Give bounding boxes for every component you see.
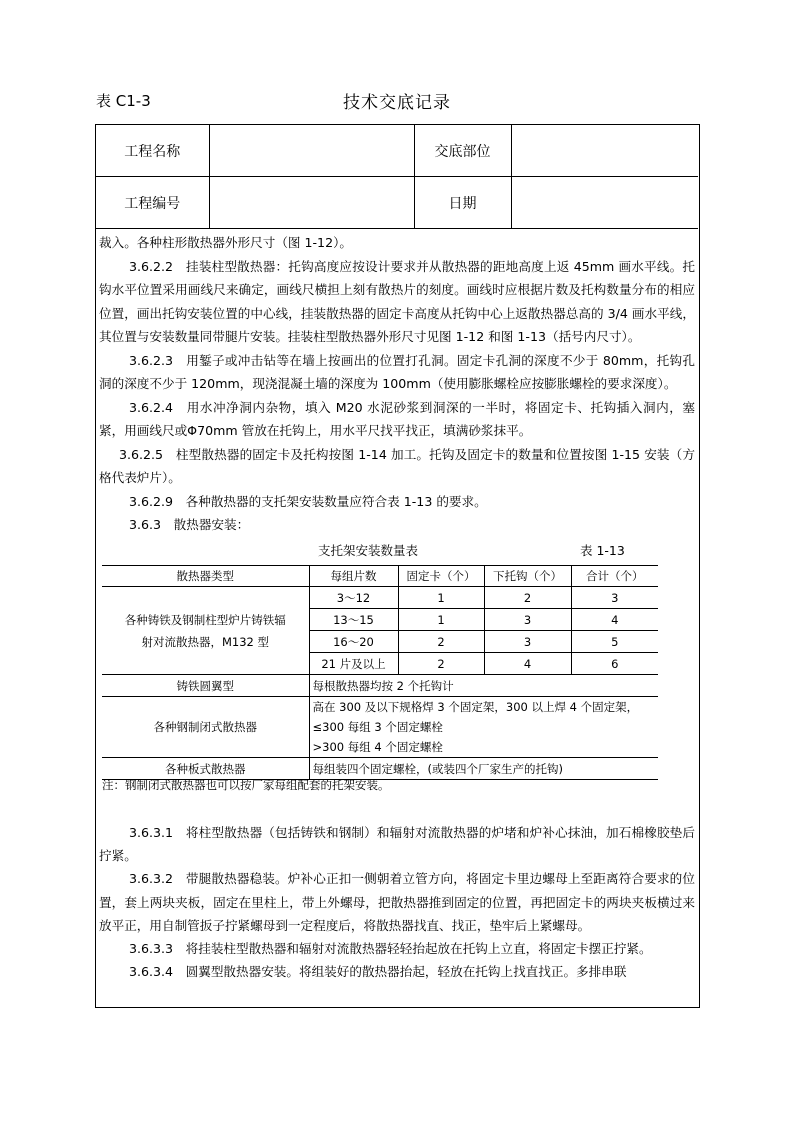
- cell: [309, 697, 658, 758]
- cell: 1: [398, 587, 484, 609]
- cell: 4: [571, 609, 658, 631]
- type-cell: 各种板式散热器: [102, 758, 309, 780]
- cell: 13～15: [309, 609, 398, 631]
- cell: 3～12: [309, 587, 398, 609]
- project-no-label: 工程编号: [96, 177, 209, 229]
- department-label: 交底部位: [414, 125, 511, 177]
- type-cell: 各种铸铁及钢制柱型炉片铸铁辐射对流散热器，M132 型: [102, 587, 309, 675]
- paragraph: 3.6.2.3 用錾子或冲击钻等在墙上按画出的位置打孔洞。固定卡孔洞的深度不少于 80mm，托钩孔洞的深度不少于 120mm，现浇混凝土墙的深度为 100mm（使用膨胀螺栓应按膨胀螺栓的要求深度）。: [99, 352, 695, 391]
- cell: 3: [484, 609, 571, 631]
- header-type: 散热器类型: [102, 566, 309, 587]
- department-value[interactable]: [511, 125, 698, 177]
- type-cell: 各种钢制闭式散热器: [102, 697, 309, 758]
- cell: 每根散热器均按 2 个托钩计: [309, 675, 658, 697]
- project-no-value[interactable]: [209, 177, 414, 229]
- cell: 5: [571, 631, 658, 653]
- table-row: [102, 697, 658, 758]
- project-name-value[interactable]: [209, 125, 414, 177]
- paragraph: 3.6.3.3 将挂装柱型散热器和辐射对流散热器轻轻抬起放在托钩上立直，将固定卡摆正拧紧。: [129, 941, 652, 957]
- body-text: [99, 231, 695, 537]
- header-clamps: 固定卡（个）: [398, 566, 484, 587]
- paragraph: 3.6.3.1 将柱型散热器（包括铸铁和钢制）和辐射对流散热器的炉堵和炉补心抹油，加石棉橡胶垫后拧紧。: [99, 825, 695, 864]
- cell: 3: [571, 587, 658, 609]
- table-number: 表 1-13: [580, 543, 625, 558]
- cell: 每组装四个固定螺栓，(或装四个厂家生产的托钩): [309, 758, 658, 780]
- table-title: 支托架安装数量表: [318, 543, 419, 558]
- table-note: 注：钢制闭式散热器也可以按厂家每组配套的托架安装。: [102, 778, 390, 792]
- cell-line: ≤300 每组 3 个固定螺栓: [312, 720, 443, 734]
- paragraph: 3.6.2.4 用水冲净洞内杂物，填入 M20 水泥砂浆到洞深的一半时，将固定卡、托钩插入洞内，塞紧，用画线尺或Φ70mm 管放在托钩上，用水平尺找平找正，填满砂浆抹平。: [99, 399, 695, 438]
- paragraph: 3.6.2.5 柱型散热器的固定卡及托构按图 1-14 加工。托钩及固定卡的数量和位置按图 1-15 安装（方格代表炉片）。: [99, 446, 695, 485]
- form-code: 表 C1-3: [96, 92, 151, 110]
- cell-line: 高在 300 及以下规格焊 3 个固定架，300 以上焊 4 个固定架，: [312, 700, 639, 714]
- paragraph: 3.6.2.2 挂装柱型散热器：托钩高度应按设计要求并从散热器的距地高度上返 45mm 画水平线。托钩水平位置采用画线尺来确定，画线尺横担上刻有散热片的刻度。画线时应根据片数及托构数量分布的相应位置，画出托钩安装位置的中心线，挂装散热器的固定卡高度从托钩中心上返散热器总高的 3/4 画水平线，其位置与安装数量同带腿片安装。挂装柱型散热器外形尺寸见图 1-12 和图 1-13（括号内尺寸）。: [99, 258, 695, 344]
- cell: 6: [571, 653, 658, 675]
- date-value[interactable]: [511, 177, 698, 229]
- info-table: [96, 125, 698, 229]
- bracket-quantity-table: [102, 565, 658, 780]
- header-pieces: 每组片数: [309, 566, 398, 587]
- table-row: [102, 587, 658, 609]
- date-label: 日期: [414, 177, 511, 229]
- cell: 2: [484, 587, 571, 609]
- record-form: [95, 124, 700, 1008]
- cell: 1: [398, 609, 484, 631]
- cell: 16～20: [309, 631, 398, 653]
- project-name-label: 工程名称: [96, 125, 209, 177]
- table-caption: [96, 541, 698, 561]
- table-header-row: [102, 566, 658, 587]
- body-text: [99, 821, 695, 983]
- table-row: [102, 675, 658, 697]
- cell: 21 片及以上: [309, 653, 398, 675]
- paragraph: 3.6.3.2 带腿散热器稳装。炉补心正扣一侧朝着立管方向，将固定卡里边螺母上至距离符合要求的位置，套上两块夹板，固定在里柱上，带上外螺母，把散热器推到固定的位置，再把固定卡的两块夹板横过来放平正，用自制管扳子拧紧螺母到一定程度后，将散热器找直、找正，垫牢后上紧螺母。: [99, 871, 695, 933]
- cell: 2: [398, 631, 484, 653]
- cell: 2: [398, 653, 484, 675]
- type-cell: 铸铁圆翼型: [102, 675, 309, 697]
- page-title: 技术交底记录: [343, 93, 451, 113]
- cell: 4: [484, 653, 571, 675]
- header-total: 合计（个）: [571, 566, 658, 587]
- paragraph: 3.6.3.4 圆翼型散热器安装。将组装好的散热器抬起，轻放在托钩上找直找正。多排串联: [129, 964, 627, 980]
- paragraph: 3.6.3 散热器安装：: [129, 517, 250, 532]
- paragraph: 裁入。各种柱形散热器外形尺寸（图 1-12）。: [99, 235, 352, 250]
- cell: 3: [484, 631, 571, 653]
- cell-line: >300 每组 4 个固定螺栓: [312, 740, 443, 754]
- header-hooks: 下托钩（个）: [484, 566, 571, 587]
- paragraph: 3.6.2.9 各种散热器的支托架安装数量应符合表 1-13 的要求。: [129, 493, 487, 509]
